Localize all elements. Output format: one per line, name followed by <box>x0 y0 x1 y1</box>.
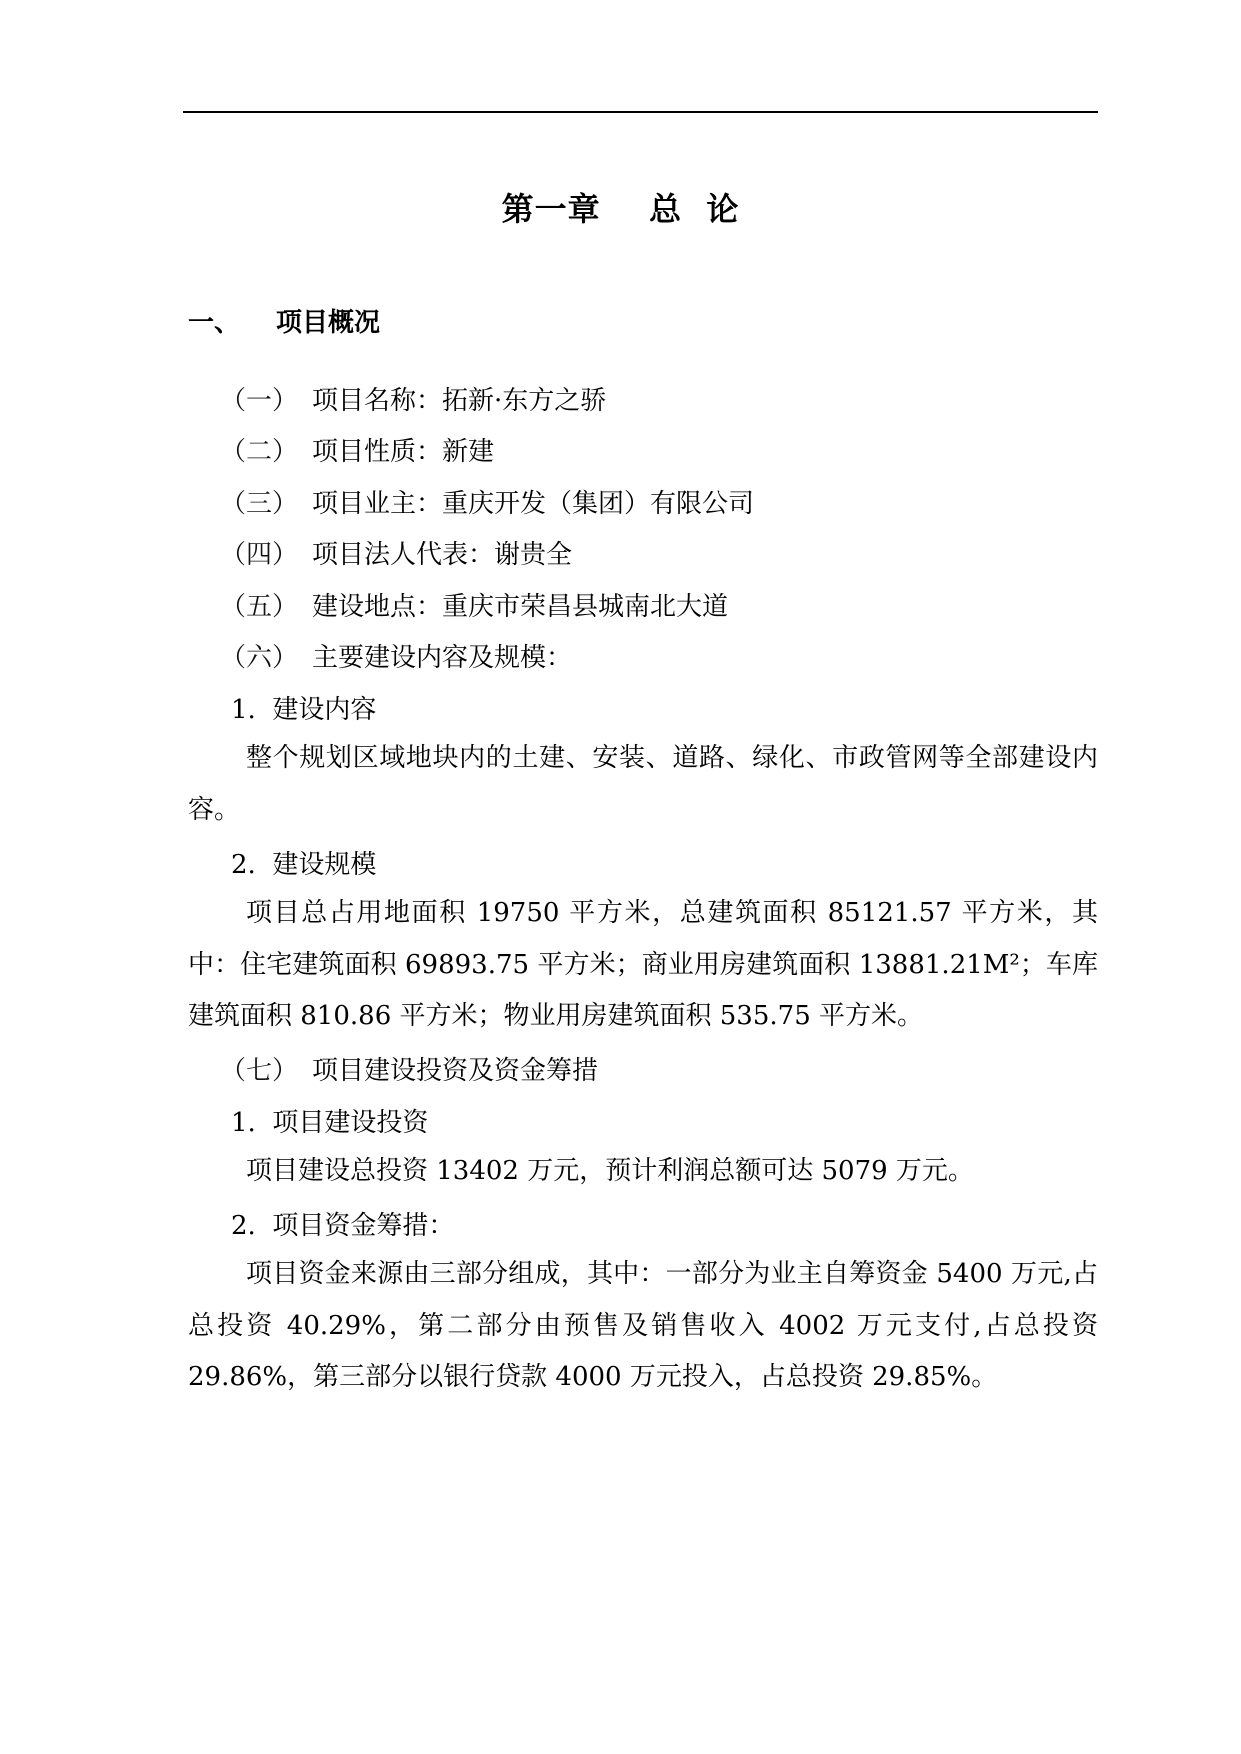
subheading-number: 2. <box>231 850 256 880</box>
subheading-number: 2. <box>231 1211 256 1241</box>
item-label: （六） <box>220 643 299 673</box>
item-text: 项目法人代表：谢贵全 <box>312 540 573 570</box>
subheading-title: 建设内容 <box>272 695 377 725</box>
paragraph: 项目资金来源由三部分组成，其中：一部分为业主自筹资金 5400 万元,占总投资 40.29%，第二部分由预售及销售收入 4002 万元支付,占总投资 29.86%，第三部分以银行贷款 4000 万元投入，占总投资 29.85%。 <box>188 1259 1098 1392</box>
subheading <box>231 1102 428 1139</box>
subheading-title: 项目建设投资 <box>272 1108 429 1138</box>
list-item <box>220 586 728 623</box>
subheading-title: 建设规模 <box>272 850 377 880</box>
subheading-number: 1. <box>231 695 256 725</box>
item-text: 主要建设内容及规模： <box>312 643 573 673</box>
subheading-number: 1. <box>231 1108 256 1138</box>
list-item <box>220 483 754 520</box>
list-item <box>220 431 494 468</box>
subheading <box>231 689 376 726</box>
item-text: 建设地点：重庆市荣昌县城南北大道 <box>312 592 729 622</box>
list-item <box>220 637 572 674</box>
item-label: （七） <box>220 1056 299 1086</box>
item-label: （三） <box>220 489 299 519</box>
item-label: （四） <box>220 540 299 570</box>
item-label: （二） <box>220 437 299 467</box>
chapter-title: 第一章 总 论 <box>501 190 740 228</box>
item-text: 项目建设投资及资金筹措 <box>312 1056 599 1086</box>
section-title: 项目概况 <box>276 308 381 338</box>
item-label: （一） <box>220 386 299 416</box>
item-text: 项目性质：新建 <box>312 437 495 467</box>
list-item <box>220 534 572 571</box>
list-item <box>220 380 606 417</box>
section-number: 一、 <box>188 308 241 338</box>
header-rule <box>183 111 1098 113</box>
paragraph: 整个规划区域地块内的土建、安装、道路、绿化、市政管网等全部建设内容。 <box>188 743 1098 825</box>
subheading <box>231 844 376 881</box>
item-label: （五） <box>220 592 299 622</box>
item-text: 项目业主：重庆开发（集团）有限公司 <box>312 489 755 519</box>
section-heading <box>188 302 380 339</box>
item-text: 项目名称：拓新·东方之骄 <box>312 386 607 416</box>
list-item <box>220 1050 598 1087</box>
paragraph: 项目总占用地面积 19750 平方米，总建筑面积 85121.57 平方米，其中：住宅建筑面积 69893.75 平方米；商业用房建筑面积 13881.21M²；车库建筑面积 810.86 平方米；物业用房建筑面积 535.75 平方米。 <box>188 898 1098 1031</box>
subheading-title: 项目资金筹措： <box>272 1211 455 1241</box>
subheading <box>231 1205 454 1242</box>
paragraph: 项目建设总投资 13402 万元，预计利润总额可达 5079 万元。 <box>246 1156 974 1186</box>
